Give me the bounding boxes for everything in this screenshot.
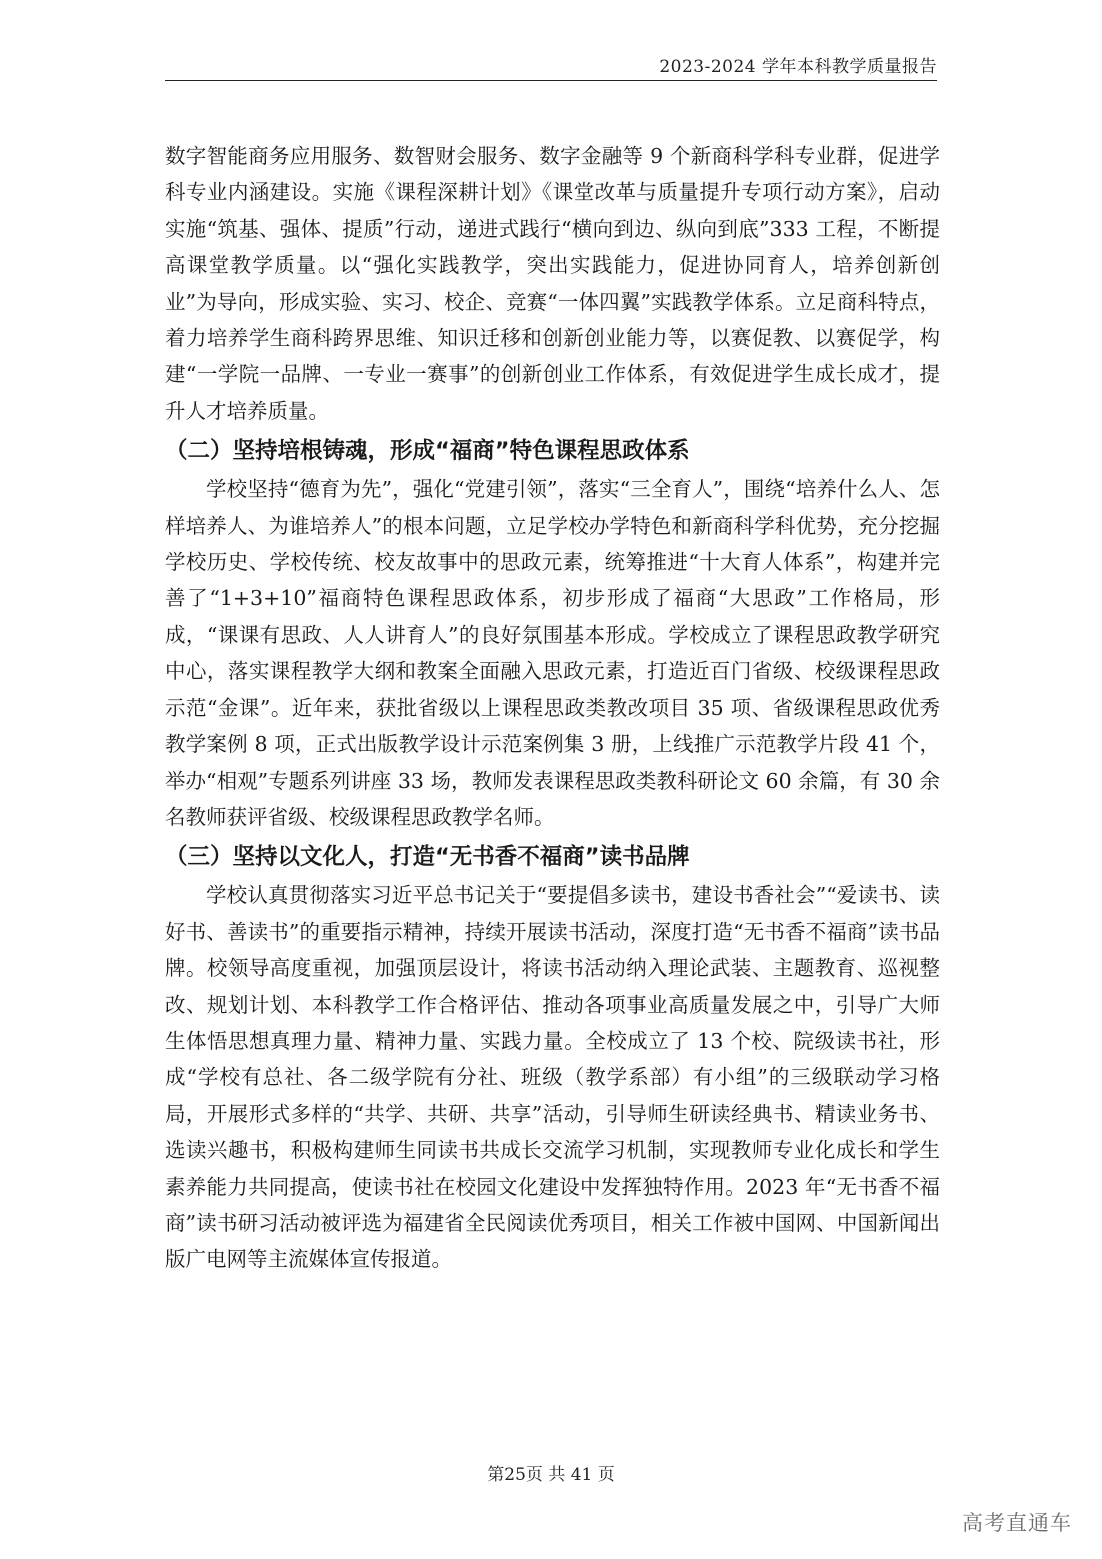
body-paragraph: 学校认真贯彻落实习近平总书记关于“要提倡多读书，建设书香社会”“爱读书、读好书、善读书”的重要指示精神，持续开展读书活动，深度打造“无书香不福商”读书品牌。校领导高度重视，加强顶层设计，将读书活动纳入理论武装、主题教育、巡视整改、规划计划、本科教学工作合格评估、推动各项事业高质量发展之中，引导广大师生体悟思想真理力量、精神力量、实践力量。全校成立了 13 个校、院级读书社，形成“学校有总社、各二级学院有分社、班级（教学系部）有小组”的三级联动学习格局，开展形式多样的“共学、共研、共享”活动，引导师生研读经典书、精读业务书、选读兴趣书，积极构建师生同读书共成长交流学习机制，实现教师专业化成长和学生素养能力共同提高，使读书社在校园文化建设中发挥独特作用。2023 年“无书香不福商”读书研习活动被评选为福建省全民阅读优秀项目，相关工作被中国网、中国新闻出版广电网等主流媒体宣传报道。 <box>165 883 940 1272</box>
body-paragraph: 学校坚持“德育为先”，强化“党建引领”，落实“三全育人”，围绕“培养什么人、怎样培养人、为谁培养人”的根本问题，立足学校办学特色和新商科学科优势，充分挖掘学校历史、学校传统、校友故事中的思政元素，统筹推进“十大育人体系”，构建并完善了“1+3+10”福商特色课程思政体系，初步形成了福商“大思政”工作格局，形成，“课课有思政、人人讲育人”的良好氛围基本形成。学校成立了课程思政教学研究中心，落实课程教学大纲和教案全面融入思政元素，打造近百门省级、校级课程思政示范“金课”。近年来，获批省级以上课程思政类教改项目 35 项、省级课程思政优秀教学案例 8 项，正式出版教学设计示范案例集 3 册，上线推广示范教学片段 41 个，举办“相观”专题系列讲座 33 场，教师发表课程思政类教科研论文 60 余篇，有 30 余名教师获评省级、校级课程思政教学名师。 <box>165 477 940 829</box>
page-content <box>165 138 940 1278</box>
header-title: 2023-2024 学年本科教学质量报告 <box>659 57 937 77</box>
page-header <box>165 50 937 81</box>
page-number: 第25页 共 41 页 <box>487 1465 615 1485</box>
watermark: 高考直通车 <box>962 1511 1072 1535</box>
section-heading: （二）坚持培根铸魂，形成“福商”特色课程思政体系 <box>165 438 690 465</box>
page-footer <box>0 1460 1102 1485</box>
section-heading: （三）坚持以文化人，打造“无书香不福商”读书品牌 <box>165 844 690 871</box>
body-paragraph: 数字智能商务应用服务、数智财会服务、数字金融等 9 个新商科学科专业群，促进学科专业内涵建设。实施《课程深耕计划》《课堂改革与质量提升专项行动方案》，启动实施“筑基、强体、提质”行动，递进式践行“横向到边、纵向到底”333 工程，不断提高课堂教学质量。以“强化实践教学，突出实践能力，促进协同育人，培养创新创业”为导向，形成实验、实习、校企、竞赛“一体四翼”实践教学体系。立足商科特点，着力培养学生商科跨界思维、知识迁移和创新创业能力等，以赛促教、以赛促学，构建“一学院一品牌、一专业一赛事”的创新创业工作体系，有效促进学生成长成才，提升人才培养质量。 <box>165 144 940 423</box>
